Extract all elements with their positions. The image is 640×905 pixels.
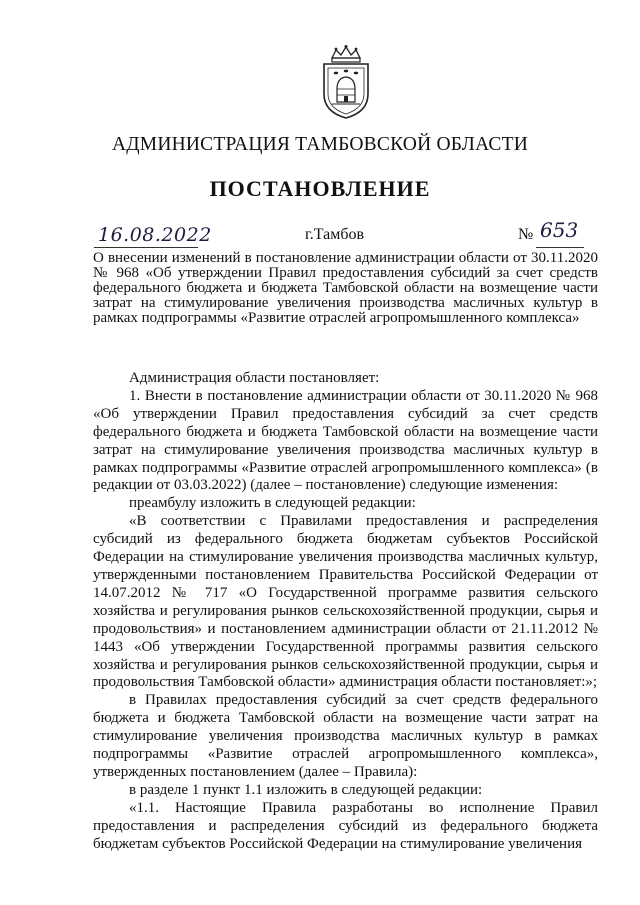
- body-paragraph: «В соответствии с Правилами предоставления и распределения субсидий из федерального бюджета бюджетам субъектов Российской Федерации на стимулирование увеличения производства масличных культур, утвержденными постановлением Правительства Российской Федерации от 14.07.2012 № 717 «О Государственной программе развития сельского хозяйства и регулирования рынков сельскохозяйственной продукции, сырья и продовольствия» и постановлением администрации области от 21.11.2012 № 1443 «Об утверждении Государственной программы развития сельского хозяйства и регулирования рынков сельскохозяйственной продукции, сырья и продовольствия Тамбовской области» администрация области постановляет:»;: [93, 513, 598, 691]
- body-paragraph: «1.1. Настоящие Правила разработаны во исполнение Правил предоставления и распределения субсидий из федерального бюджета бюджетам субъектов Российской Федерации на стимулирование увеличения: [93, 799, 598, 852]
- document-type-title: ПОСТАНОВЛЕНИЕ: [209, 176, 431, 201]
- coat-of-arms-emblem: [318, 44, 374, 120]
- document-body: [93, 370, 598, 853]
- signing-date: 16.08.2022: [98, 224, 212, 246]
- city-name: г.Тамбов: [305, 226, 365, 243]
- date-underline: [94, 247, 198, 248]
- body-paragraph: 1. Внести в постановление администрации области от 30.11.2020 № 968 «Об утверждении Правил предоставления субсидий за счет средств федерального бюджета и бюджета Тамбовской области на возмещение части затрат на стимулирование увеличения производства масличных культур в рамках подпрограммы «Развитие отраслей агропромышленного комплекса» (в редакции от 03.03.2022) (далее – постановление) следующие изменения:: [93, 387, 598, 494]
- body-paragraph: в разделе 1 пункт 1.1 изложить в следующей редакции:: [129, 781, 483, 798]
- document-subject: О внесении изменений в постановление администрации области от 30.11.2020 № 968 «Об утверждении Правил предоставления субсидий за счет средств федерального бюджета и бюджета Тамбовской области на возмещение части затрат на стимулирование увеличения производства масличных культур в рамках подпрограммы «Развитие отраслей агропромышленного комплекса»: [93, 250, 598, 326]
- body-paragraph: Администрация области постановляет:: [129, 370, 380, 386]
- body-paragraph: в Правилах предоставления субсидий за счет средств федерального бюджета и бюджета Тамбовской области на возмещение части затрат на стимулирование увеличения производства масличных культур в рамках подпрограммы «Развитие отраслей агропромышленного комплекса», утвержденных постановлением (далее – Правила):: [93, 692, 598, 780]
- body-paragraph: преамбулу изложить в следующей редакции:: [129, 495, 416, 512]
- number-label: №: [518, 226, 534, 243]
- document-number: 653: [540, 218, 579, 242]
- organization-title: АДМИНИСТРАЦИЯ ТАМБОВСКОЙ ОБЛАСТИ: [112, 134, 528, 155]
- number-underline: [536, 247, 584, 248]
